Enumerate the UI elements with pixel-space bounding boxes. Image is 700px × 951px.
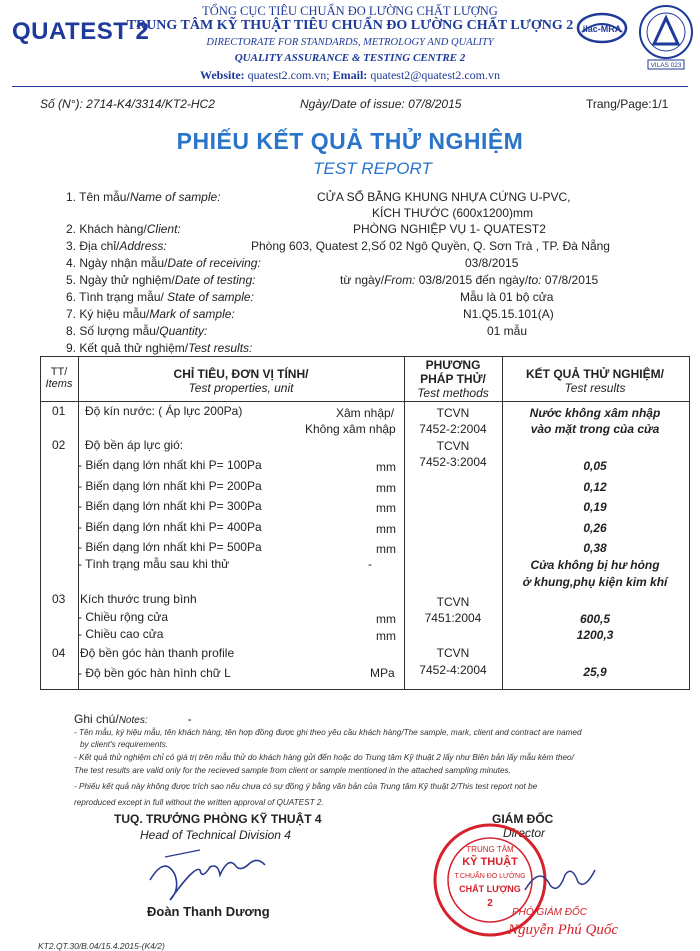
ilac-mra-logo-icon <box>576 12 628 52</box>
brand-logo-text: QUATEST 2 <box>12 18 150 45</box>
mark-value: N1.Q5.15.101(A) <box>463 307 554 321</box>
svg-text:ilac-MRA: ilac-MRA <box>582 24 622 34</box>
right-signature-icon <box>520 860 600 900</box>
address-value: Phòng 603, Quatest 2,Số 02 Ngô Quyền, Q. Sơn Trà , TP. Đà Nẵng <box>251 239 610 253</box>
report-number: Số (N°): 2714-K4/3314/KT2-HC2 <box>40 97 215 111</box>
left-signature-icon <box>140 845 270 905</box>
note-1: - Tên mẫu, ký hiệu mẫu, tên khách hàng, tên hợp đồng được ghi theo yêu cầu khách hàng/The sample, mark, client and contract are named <box>74 728 582 737</box>
header-qa: QUALITY ASSURANCE & TESTING CENTRE 2 <box>234 52 466 64</box>
left-signer-title: TUQ. TRƯỞNG PHÒNG KỸ THUẬT 4 <box>114 812 322 826</box>
note-2: - Kết quả thử nghiệm chỉ có giá trị trên mẫu thử do khách hàng gửi đến hoặc do Trung tâm Kỹ thuật 2 lấy như Biên bản lấy mẫu kèm theo/ <box>74 753 574 762</box>
row01-result: Nước không xâm nhập vào mặt trong của cửa <box>529 406 661 436</box>
row04-value: 25,9 <box>583 665 607 679</box>
table-header-divider <box>40 401 689 402</box>
th-results: KẾT QUẢ THỬ NGHIỆM/ Test results <box>526 367 664 395</box>
row02-method: TCVN 7452-3:2004 <box>419 439 487 469</box>
sample-name-value1: CỬA SỔ BẰNG KHUNG NHỰA CỨNG U-PVC, <box>317 190 571 204</box>
report-subtitle: TEST REPORT <box>313 159 432 178</box>
header-ministry: TỔNG CỤC TIÊU CHUẨN ĐO LƯỜNG CHẤT LƯỢNG <box>202 4 498 18</box>
report-title: PHIẾU KẾT QUẢ THỬ NGHIỆM <box>176 128 524 154</box>
row02-subitem-unit: mm <box>376 521 396 536</box>
row02-subitem-value: 0,19 <box>583 500 607 514</box>
svg-text:2: 2 <box>487 898 493 909</box>
row02-subitem-value: 0,38 <box>583 541 607 555</box>
row02-subitem-unit: mm <box>376 542 396 556</box>
row02-subitem-label: - Biến dạng lớn nhất khi P= 400Pa <box>78 519 262 534</box>
th-properties: CHỈ TIÊU, ĐƠN VỊ TÍNH/ Test properties, unit <box>173 367 309 395</box>
row01-no: 01 <box>52 404 66 418</box>
page-number: Trang/Page:1/1 <box>586 97 669 111</box>
svg-text:CHẤT LƯỢNG: CHẤT LƯỢNG <box>459 884 521 894</box>
state-label: 6. Tình trạng mẫu/ State of sample: <box>66 290 254 304</box>
mark-label: 7. Ký hiệu mẫu/Mark of sample: <box>66 307 235 321</box>
website-link[interactable]: quatest2.com.vn; <box>247 68 330 82</box>
row02-subitem-label: - Biến dạng lớn nhất khi P= 500Pa <box>78 540 262 554</box>
header-divider <box>12 86 688 87</box>
qty-label: 8. Số lượng mẫu/Quantity: <box>66 324 208 338</box>
row02-state-result: Cửa không bị hư hỏng ở khung,phụ kiện kim khí <box>522 558 668 589</box>
row04-unit: MPa <box>370 666 395 680</box>
note-3-cont: reproduced except in full without the written approval of QUATEST 2. <box>74 798 324 807</box>
right-signer-title: GIÁM ĐỐC <box>492 812 554 826</box>
row02-subitem-unit: mm <box>376 501 396 515</box>
note-2-en: The test results are valid only for the recieved sample from client or sample mentioned in the attached sampling minutes. <box>74 766 511 775</box>
row04-no: 04 <box>52 646 66 660</box>
notes-label: Ghi chú/Notes: - <box>74 712 192 726</box>
vilas-accreditation-logo-icon <box>636 4 696 70</box>
note-3: - Phiếu kết quả này không được trích sao nếu chưa có sự đồng ý bằng văn bản của Trung tâm Kỹ thuật 2/This test report not be <box>74 782 538 791</box>
row02-subitem-label: - Biến dạng lớn nhất khi P= 300Pa <box>78 499 262 513</box>
left-signer-name: Đoàn Thanh Dương <box>147 904 270 919</box>
row03-method: TCVN 7451:2004 <box>424 595 482 625</box>
row03-width-label: - Chiều rộng cửa <box>78 610 169 624</box>
row02-subitem-unit: mm <box>376 480 396 495</box>
row03-height-value: 1200,3 <box>576 628 614 642</box>
received-label: 4. Ngày nhận mẫu/Date of receiving: <box>66 256 261 270</box>
row01-method: TCVN 7452-2:2004 <box>419 406 487 436</box>
state-value: Mẫu là 01 bộ cửa <box>460 290 554 304</box>
issue-date: Ngày/Date of issue: 07/8/2015 <box>300 97 462 111</box>
footer-code: KT2.QT.30/B.04/15.4.2015-(K4/2) <box>38 941 165 951</box>
row03-width-value: 600,5 <box>579 612 611 626</box>
row04-property: Độ bền góc hàn thanh profile <box>80 646 235 660</box>
left-signer-title-en: Head of Technical Division 4 <box>140 828 291 842</box>
row03-height-label: - Chiều cao cửa <box>78 627 164 641</box>
row01-unit1: Xâm nhập/ <box>336 406 395 420</box>
row02-subitem-label: - Biến dạng lớn nhất khi P= 200Pa <box>78 478 262 493</box>
note-1-cont: by client's requirements. <box>80 740 169 749</box>
testing-label: 5. Ngày thử nghiệm/Date of testing: <box>66 273 256 287</box>
svg-text:VILAS 023: VILAS 023 <box>650 62 682 69</box>
header-directorate: DIRECTORATE FOR STANDARDS, METROLOGY AND QUALITY <box>206 37 494 48</box>
row03-no: 03 <box>52 592 66 606</box>
row02-subitem-unit: mm <box>376 460 396 474</box>
received-value: 03/8/2015 <box>465 256 519 270</box>
row03-width-unit: mm <box>376 612 396 626</box>
row02-subitem-value: 0,12 <box>583 479 607 494</box>
row03-property: Kích thước trung bình <box>80 592 197 606</box>
row02-subitem-label: - Biến dạng lớn nhất khi P= 100Pa <box>78 458 262 472</box>
client-label: 2. Khách hàng/Client: <box>66 222 181 236</box>
email-link[interactable]: quatest2@quatest2.com.vn <box>370 68 501 82</box>
right-signer-name: Nguyễn Phú Quốc <box>508 922 618 938</box>
row01-property: Độ kín nước: ( Áp lực 200Pa) <box>85 404 243 418</box>
row02-subitem-value: 0,26 <box>583 520 607 535</box>
results-label: 9. Kết quả thử nghiệm/Test results: <box>66 341 253 355</box>
qty-value: 01 mẫu <box>487 324 528 338</box>
header-contact: Website: quatest2.com.vn; Email: quatest2@quatest2.com.vn <box>199 68 501 82</box>
row03-height-unit: mm <box>376 629 396 643</box>
sample-name-label: 1. Tên mẫu/Name of sample: <box>66 190 221 204</box>
row02-state-label: - Tình trạng mẫu sau khi thử <box>78 557 230 571</box>
address-label: 3. Địa chỉ/Address: <box>66 239 167 253</box>
row02-property: Độ bền áp lực gió: <box>85 438 184 452</box>
right-signer-subtitle: PHÓ GIÁM ĐỐC <box>512 907 588 918</box>
client-value: PHÒNG NGHIỆP VỤ 1- QUATEST2 <box>353 222 546 236</box>
row01-unit2: Không xâm nhập <box>305 422 396 436</box>
header-centre: TRUNG TÂM KỸ THUẬT TIÊU CHUẨN ĐO LƯỜNG CHẤT LƯỢNG 2 <box>126 18 574 33</box>
th-items: TT/ Items <box>45 366 73 390</box>
th-methods: PHƯƠNG PHÁP THỬ/ Test methods <box>417 358 489 400</box>
row04-method: TCVN 7452-4:2004 <box>419 646 487 677</box>
svg-text:KỸ THUẬT: KỸ THUẬT <box>462 856 518 868</box>
row02-subitem-value: 0,05 <box>583 459 607 473</box>
right-signer-title-en: Director <box>503 826 546 840</box>
testing-value: từ ngày/From: 03/8/2015 đến ngày/to: 07/8/2015 <box>340 273 599 287</box>
svg-text:T.CHUẨN ĐO LƯỜNG: T.CHUẨN ĐO LƯỜNG <box>454 873 526 880</box>
row02-no: 02 <box>52 438 66 452</box>
svg-text:TRUNG TÂM: TRUNG TÂM <box>466 845 514 854</box>
sample-name-value2: KÍCH THƯỚC (600x1200)mm <box>372 206 534 220</box>
row04-sub-label: - Độ bền góc hàn hình chữ L <box>78 666 231 680</box>
row02-state-unit: - <box>368 557 372 571</box>
